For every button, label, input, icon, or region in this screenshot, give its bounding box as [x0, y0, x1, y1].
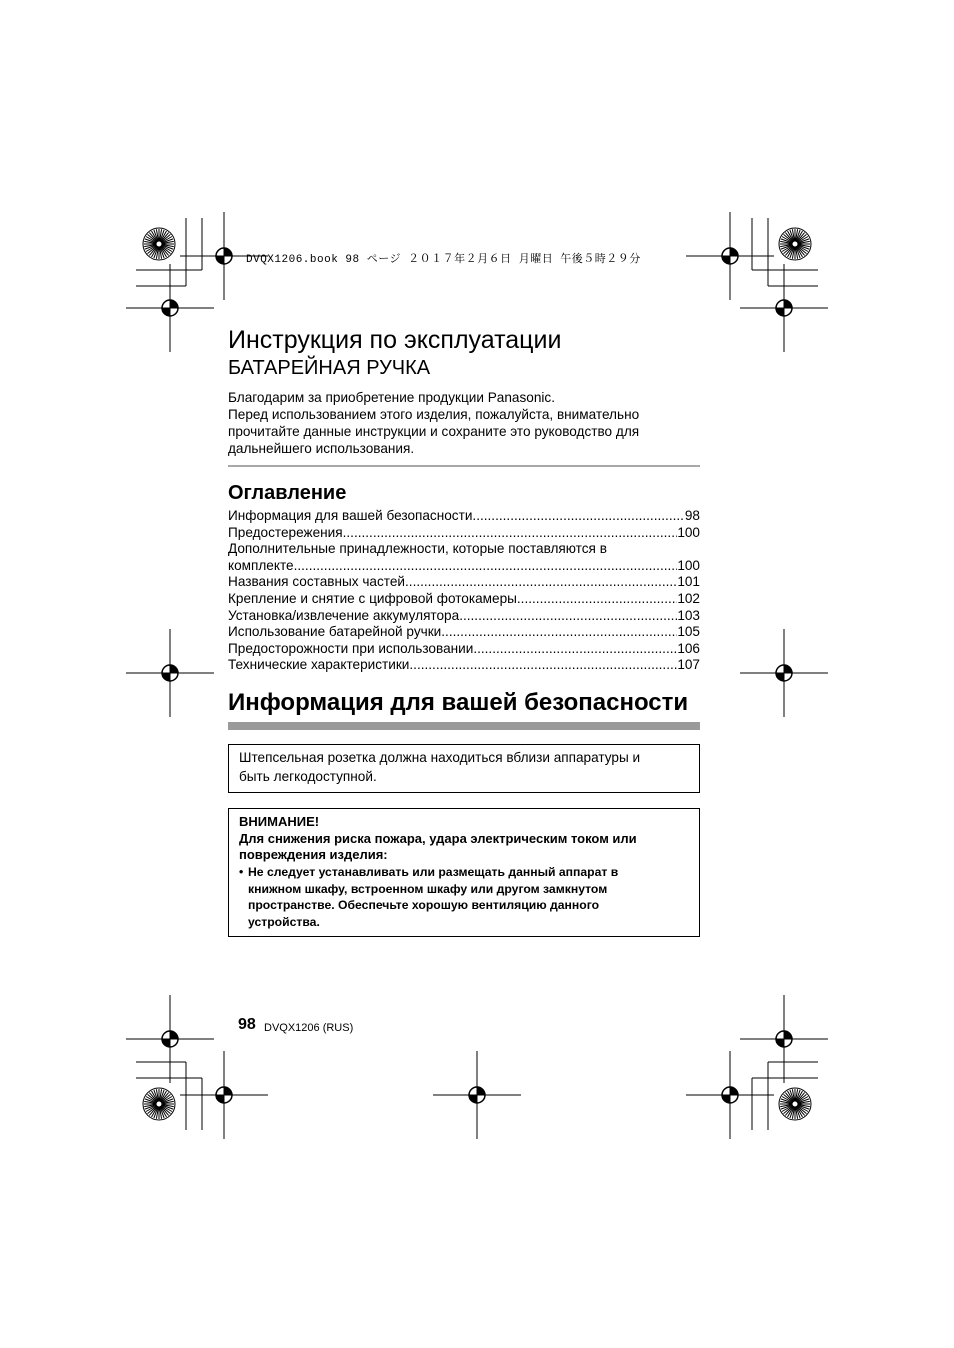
toc-leader-dots: [441, 624, 677, 641]
notice-line: быть легкодоступной.: [239, 769, 377, 784]
intro-line: Перед использованием этого изделия, пожалуйста, внимательно: [228, 407, 640, 422]
crosshair-target-icon: [126, 995, 214, 1083]
toc-entry[interactable]: [228, 641, 700, 658]
intro-line: Благодарим за приобретение продукции Panasonic.: [228, 390, 555, 405]
starburst-target-icon: [779, 228, 811, 260]
intro-line: прочитайте данные инструкции и сохраните это руководство для: [228, 424, 640, 439]
notice-line: Штепсельная розетка должна находиться вблизи аппаратуры и: [239, 750, 641, 765]
toc-entry-page: 98: [684, 508, 700, 523]
toc-leader-dots: [473, 641, 677, 658]
table-of-contents: [228, 508, 700, 674]
crosshair-target-icon: [126, 629, 214, 717]
toc-entry-title: Предостережения: [228, 524, 343, 540]
toc-entry[interactable]: [228, 657, 700, 674]
page-number: 98: [238, 1016, 256, 1033]
document-title: Инструкция по эксплуатации: [228, 326, 562, 354]
toc-entry-title: Дополнительные принадлежности, которые поставляются в: [228, 541, 607, 557]
toc-entry[interactable]: [228, 624, 700, 641]
starburst-target-icon: [779, 1088, 811, 1120]
crosshair-target-icon: [686, 212, 774, 300]
toc-entry-title: комплекте: [228, 557, 294, 573]
crosshair-target-icon: [740, 629, 828, 717]
document-code: DVQX1206 (RUS): [264, 1022, 354, 1034]
book-header-line: DVQX1206.book 98 ページ ２０１７年２月６日 月曜日 午後５時２９分: [246, 254, 641, 266]
intro-paragraph: [228, 389, 700, 457]
toc-leader-dots: [294, 558, 678, 575]
warning-lead-line: Для снижения риска пожара, удара электрическим током или: [239, 830, 637, 846]
toc-entry-title: Информация для вашей безопасности: [228, 508, 473, 523]
toc-entry[interactable]: [228, 591, 700, 608]
crosshair-target-icon: [126, 264, 214, 352]
toc-entry-page: 105: [677, 624, 700, 640]
toc-leader-dots: [343, 525, 678, 542]
section-title-safety: Информация для вашей безопасности: [228, 689, 689, 716]
toc-entry-page: 107: [677, 657, 700, 673]
crosshair-target-icon: [433, 1051, 521, 1139]
bullet-symbol: •: [239, 864, 244, 879]
starburst-target-icon: [143, 1088, 175, 1120]
toc-entry[interactable]: [228, 508, 700, 525]
toc-entry-title: Крепление и снятие с цифровой фотокамеры: [228, 590, 517, 606]
toc-entry-title: Предосторожности при использовании: [228, 640, 474, 656]
warning-bullet-line: устройства.: [248, 915, 320, 930]
warning-bullet: [239, 864, 694, 931]
toc-entry[interactable]: [228, 558, 700, 575]
divider: [228, 465, 700, 467]
toc-entry[interactable]: [228, 574, 700, 591]
toc-entry[interactable]: [228, 525, 700, 542]
crosshair-target-icon: [740, 995, 828, 1083]
section-underline: [228, 722, 700, 730]
toc-entry-title: Установка/извлечение аккумулятора: [228, 607, 460, 623]
warning-lead-line: повреждения изделия:: [239, 847, 388, 863]
warning-bullet-line: пространстве. Обеспечьте хорошую вентиляцию данного: [248, 898, 600, 913]
crosshair-target-icon: [180, 1051, 268, 1139]
starburst-target-icon: [143, 228, 175, 260]
toc-entry-page: 100: [677, 524, 700, 540]
toc-entry-title: Технические характеристики: [228, 657, 410, 673]
warning-content: [239, 814, 694, 931]
toc-leader-dots: [409, 657, 677, 674]
toc-entry[interactable]: [228, 541, 700, 558]
toc-entry[interactable]: [228, 608, 700, 625]
toc-entry-title: Использование батарейной ручки: [228, 624, 442, 640]
warning-bullet-line: книжном шкафу, встроенном шкафу или другом замкнутом: [248, 881, 608, 896]
warning-bullet-line: Не следует устанавливать или размещать данный аппарат в: [248, 864, 619, 879]
toc-entry-page: 102: [677, 590, 700, 606]
toc-leader-dots: [405, 574, 677, 591]
toc-entry-page: 106: [677, 640, 700, 656]
crosshair-target-icon: [686, 1051, 774, 1139]
notice-text: [239, 748, 691, 786]
crosshair-target-icon: [740, 264, 828, 352]
toc-leader-dots: [517, 591, 677, 608]
toc-leader-dots: [459, 608, 677, 625]
intro-line: дальнейшего использования.: [228, 441, 415, 456]
warning-box: [228, 808, 700, 937]
toc-leader-dots: [472, 508, 684, 525]
toc-entry-title: Названия составных частей: [228, 574, 406, 590]
notice-box: [228, 744, 700, 793]
toc-entry-page: 103: [677, 607, 700, 623]
toc-heading: Оглавление: [228, 482, 347, 504]
document-subtitle: БАТАРЕЙНАЯ РУЧКА: [228, 357, 431, 379]
toc-entry-page: 100: [677, 557, 700, 573]
toc-entry-page: 101: [677, 574, 700, 590]
warning-label: ВНИМАНИЕ!: [239, 814, 320, 829]
